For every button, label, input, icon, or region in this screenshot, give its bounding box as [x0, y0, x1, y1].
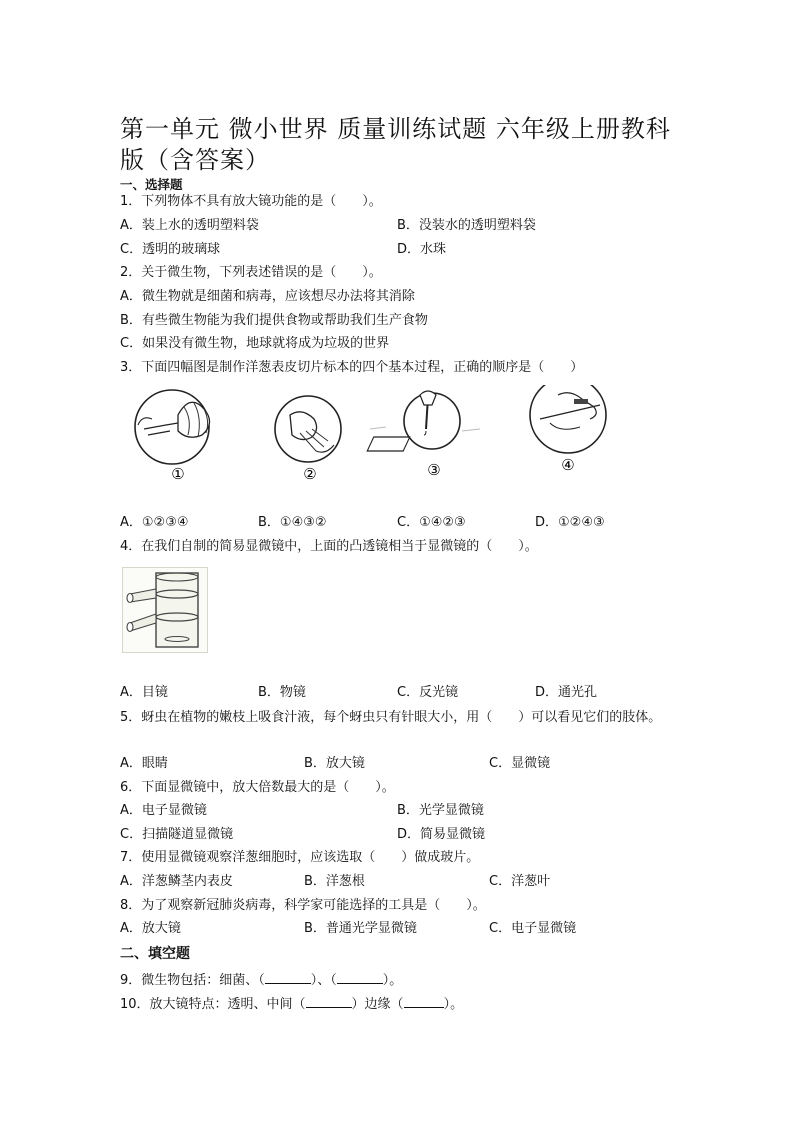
question-2-stem: 2．关于微生物，下列表述错误的是（ ）。 — [120, 265, 382, 280]
q6-option-b: B．光学显微镜 — [397, 803, 484, 818]
step-1-label: ① — [171, 465, 185, 483]
q9-text-mid: ）、（ — [310, 973, 337, 988]
q4-option-d: D．通光孔 — [535, 685, 598, 700]
q2-option-a: A．微生物就是细菌和病毒，应该想尽办法将其消除 — [120, 289, 415, 304]
step-2-label: ② — [303, 465, 317, 483]
question-3-stem: 3．下面四幅图是制作洋葱表皮切片标本的四个基本过程，正确的顺序是（ ） — [120, 360, 584, 375]
question-1-stem: 1．下列物体不具有放大镜功能的是（ ）。 — [120, 194, 382, 209]
q9-answer-blank-1[interactable] — [265, 971, 311, 984]
q6-option-d: D．简易显微镜 — [397, 827, 486, 842]
q8-option-a: A．放大镜 — [120, 921, 181, 936]
question-5-stem: 5．蚜虫在植物的嫩枝上吸食汁液，每个蚜虫只有针眼大小，用（ ）可以看见它们的肢体。 — [120, 710, 662, 725]
q7-option-a: A．洋葱鳞茎内表皮 — [120, 874, 233, 889]
q9-text-pre: 9．微生物包括：细菌、（ — [120, 973, 265, 988]
step-4-illustration — [530, 385, 606, 453]
q3-option-a: A．①②③④ — [120, 515, 189, 530]
q2-option-c: C．如果没有微生物，地球就将成为垃圾的世界 — [120, 336, 390, 351]
q1-option-b: B．没装水的透明塑料袋 — [397, 218, 536, 233]
question-7-stem: 7．使用显微镜观察洋葱细胞时，应该选取（ ）做成玻片。 — [120, 850, 480, 865]
question-8-stem: 8．为了观察新冠肺炎病毒，科学家可能选择的工具是（ ）。 — [120, 898, 486, 913]
q9-answer-blank-2[interactable] — [337, 971, 383, 984]
step-3-illustration — [367, 391, 480, 451]
q3-option-d: D．①②④③ — [535, 515, 605, 530]
section-heading-fill: 二、填空题 — [120, 946, 190, 962]
q4-option-c: C．反光镜 — [397, 685, 459, 700]
section-heading-choice: 一、选择题 — [120, 177, 183, 192]
step-3-label: ③ — [427, 461, 441, 479]
q1-option-d: D．水珠 — [397, 242, 447, 257]
q7-option-c: C．洋葱叶 — [489, 874, 551, 889]
q8-option-c: C．电子显微镜 — [489, 921, 577, 936]
q7-option-b: B．洋葱根 — [304, 874, 365, 889]
step-4-label: ④ — [561, 456, 575, 474]
q10-text-post: ）。 — [443, 997, 464, 1012]
step-1-illustration — [135, 390, 210, 464]
q5-option-c: C．显微镜 — [489, 756, 551, 771]
q6-option-c: C．扫描隧道显微镜 — [120, 827, 234, 842]
q3-option-b: B．①④③② — [258, 515, 327, 530]
q10-answer-blank-2[interactable] — [404, 995, 444, 1008]
q9-text-post: ）。 — [382, 973, 403, 988]
q10-text-mid: ）边缘（ — [351, 997, 404, 1012]
q8-option-b: B．普通光学显微镜 — [304, 921, 417, 936]
step-2-illustration — [275, 396, 341, 462]
question-10 — [120, 995, 463, 1014]
question-4-stem: 4．在我们自制的简易显微镜中，上面的凸透镜相当于显微镜的（ ）。 — [120, 539, 538, 554]
q4-option-a: A．目镜 — [120, 685, 168, 700]
onion-slide-steps-figure — [130, 385, 620, 485]
q6-option-a: A．电子显微镜 — [120, 803, 207, 818]
page-title: 第一单元 微小世界 质量训练试题 六年级上册教科版（含答案） — [120, 115, 671, 174]
q5-option-b: B．放大镜 — [304, 756, 365, 771]
q5-option-a: A．眼睛 — [120, 756, 168, 771]
q10-text-pre: 10．放大镜特点：透明、中间（ — [120, 997, 306, 1012]
question-6-stem: 6．下面显微镜中，放大倍数最大的是（ ）。 — [120, 780, 395, 795]
q2-option-b: B．有些微生物能为我们提供食物或帮助我们生产食物 — [120, 313, 428, 328]
q4-option-b: B．物镜 — [258, 685, 306, 700]
q1-option-c: C．透明的玻璃球 — [120, 242, 221, 257]
q1-option-a: A．装上水的透明塑料袋 — [120, 218, 259, 233]
q10-answer-blank-1[interactable] — [306, 995, 352, 1008]
q3-option-c: C．①④②③ — [397, 515, 466, 530]
simple-microscope-figure — [122, 567, 208, 653]
question-9 — [120, 971, 402, 990]
